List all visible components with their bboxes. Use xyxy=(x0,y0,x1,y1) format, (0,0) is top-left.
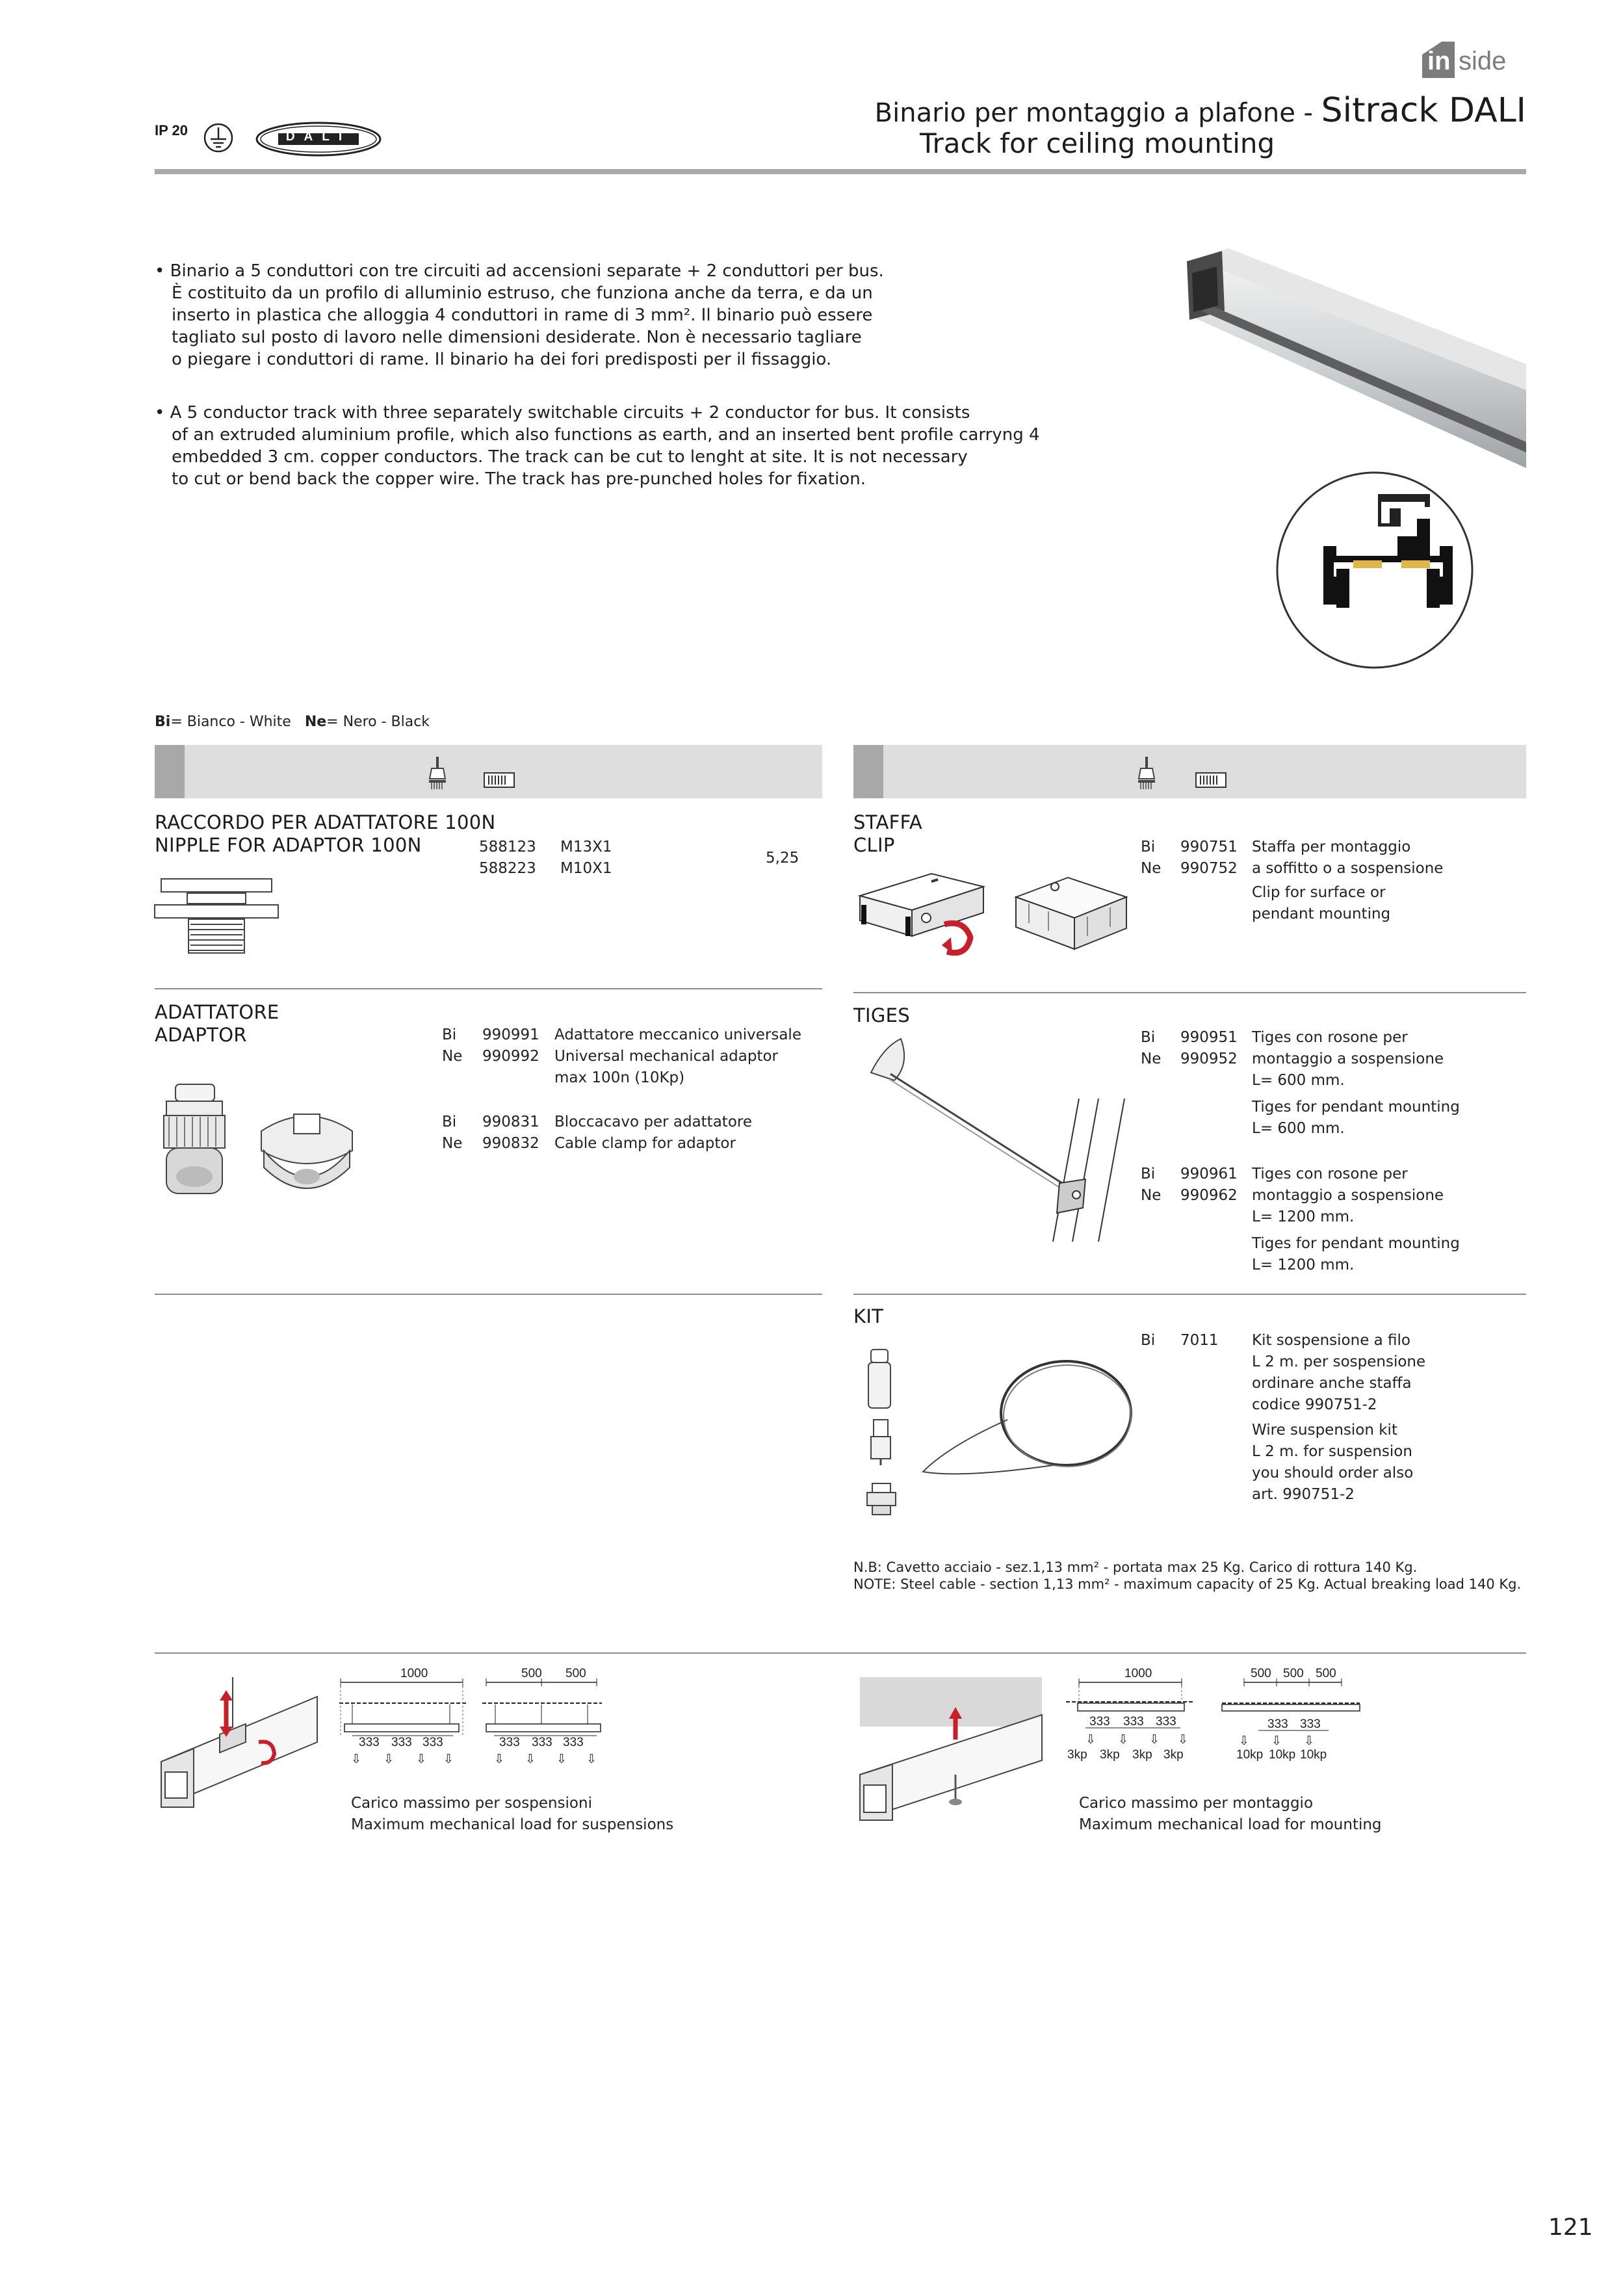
color-code: Bi xyxy=(1141,1029,1156,1046)
article-code: 990952 xyxy=(1180,1050,1238,1067)
load-arrow-icon: ⇩ xyxy=(1149,1733,1160,1747)
adaptor-title xyxy=(155,1001,279,1047)
nipple-code: 588223 xyxy=(479,860,536,877)
clip-desc xyxy=(1252,837,1443,925)
adaptor-codes-1 xyxy=(482,1024,539,1067)
article-code: 990962 xyxy=(1180,1187,1238,1204)
note-italian: N.B: Cavetto acciaio - sez.1,13 mm² - portata max 25 Kg. Carico di rottura 140 Kg. xyxy=(853,1559,1418,1575)
nipple-threads xyxy=(560,837,612,880)
dim-1000: 1000 xyxy=(400,1667,428,1680)
kit-color: Bi xyxy=(1141,1332,1156,1349)
load-arrow-icon: ⇩ xyxy=(351,1753,361,1766)
suspension-track-drawing xyxy=(155,1677,324,1814)
tiges-codes-2 xyxy=(1180,1164,1238,1207)
desc-line: Tiges for pendant mounting xyxy=(1252,1099,1460,1115)
article-code: 990991 xyxy=(482,1026,539,1043)
dim-333: 333 xyxy=(1089,1715,1110,1729)
desc-line: art. 990751-2 xyxy=(1252,1486,1355,1503)
left-section-band xyxy=(155,745,822,798)
clip-title-it: STAFFA xyxy=(853,811,923,833)
desc-line: L= 1200 mm. xyxy=(1252,1257,1355,1273)
tiges-desc-2 xyxy=(1252,1164,1460,1276)
nipple-price: 5,25 xyxy=(766,850,799,867)
article-code: 990751 xyxy=(1180,839,1238,855)
adaptor-codes-2 xyxy=(482,1112,539,1155)
load-arrow-icon: ⇩ xyxy=(1271,1734,1282,1748)
adaptor-title-it: ADATTATORE xyxy=(155,1001,279,1023)
kit-drawing xyxy=(858,1348,1144,1517)
intro-en-line: to cut or bend back the copper wire. The track has pre-punched holes for fixation. xyxy=(172,469,866,489)
load-arrow-icon: ⇩ xyxy=(416,1753,426,1766)
track-section-icon xyxy=(1195,772,1227,788)
color-code: Bi xyxy=(442,1026,457,1043)
load-10kp: 10kp xyxy=(1300,1748,1327,1762)
desc-line: Universal mechanical adaptor xyxy=(554,1048,779,1065)
intro-it-line: inserto in plastica che alloggia 4 conduttori in rame di 3 mm². Il binario può essere xyxy=(172,306,873,325)
desc-line: pendant mounting xyxy=(1252,906,1391,922)
right-divider-2 xyxy=(853,1294,1526,1295)
tiges-title: TIGES xyxy=(853,1004,910,1026)
intro-it-line: • Binario a 5 conduttori con tre circuiti ad accensioni separate + 2 conduttori per bus. xyxy=(155,261,884,281)
legend-bi-text: = Bianco - White xyxy=(170,714,291,730)
dim-333: 333 xyxy=(422,1736,443,1749)
dim-333: 333 xyxy=(1156,1715,1176,1729)
load-arrow-icon: ⇩ xyxy=(494,1753,504,1766)
load-arrow-icon: ⇩ xyxy=(556,1753,567,1766)
page-number: 121 xyxy=(1548,2214,1593,2241)
load-10kp: 10kp xyxy=(1269,1748,1296,1762)
load-arrow-icon: ⇩ xyxy=(1239,1734,1249,1748)
nipple-code: 588123 xyxy=(479,839,536,855)
caption-en: Maximum mechanical load for mounting xyxy=(1079,1816,1382,1833)
legend-bi-key: Bi xyxy=(155,714,171,730)
nipple-title xyxy=(155,811,496,857)
clip-colors xyxy=(1141,837,1161,880)
load-arrow-icon: ⇩ xyxy=(586,1753,597,1766)
adaptor-desc-2 xyxy=(554,1112,752,1155)
right-section-band xyxy=(853,745,1526,798)
load-arrow-icon: ⇩ xyxy=(1085,1733,1096,1747)
intro-it-line: È costituito da un profilo di alluminio estruso, che funziona anche da terra, e da un xyxy=(172,283,873,303)
color-code: Bi xyxy=(1141,1166,1156,1182)
legend-ne-text: = Nero - Black xyxy=(326,714,430,730)
desc-line: a soffitto o a sospensione xyxy=(1252,860,1444,877)
kit-code: 7011 xyxy=(1180,1332,1219,1349)
adaptor-drawing xyxy=(156,1079,234,1203)
nipple-title-en: NIPPLE FOR ADAPTOR 100N xyxy=(155,834,422,856)
dim-333: 333 xyxy=(359,1736,380,1749)
desc-line: Clip for surface or xyxy=(1252,884,1386,901)
dim-333: 333 xyxy=(391,1736,412,1749)
earth-ground-icon xyxy=(203,122,234,153)
load-10kp: 10kp xyxy=(1236,1748,1264,1762)
article-code: 990832 xyxy=(482,1135,539,1152)
dim-333: 333 xyxy=(1267,1717,1288,1731)
load-arrow-icon: ⇩ xyxy=(383,1753,394,1766)
dim-333: 333 xyxy=(532,1736,552,1749)
dim-500: 500 xyxy=(1316,1667,1336,1680)
caption-it: Carico massimo per sospensioni xyxy=(351,1795,592,1812)
band-tab xyxy=(155,745,185,798)
article-code: 990992 xyxy=(482,1048,539,1065)
nipple-title-it: RACCORDO PER ADATTATORE 100N xyxy=(155,811,496,833)
color-code: Ne xyxy=(442,1048,463,1065)
left-divider-1 xyxy=(155,988,822,989)
diagram-divider xyxy=(155,1652,1526,1654)
intro-en-line: • A 5 conductor track with three separately switchable circuits + 2 conductor for bus. It consists xyxy=(155,403,970,423)
note-english: NOTE: Steel cable - section 1,13 mm² - maximum capacity of 25 Kg. Actual breaking load 140 Kg. xyxy=(853,1576,1522,1592)
color-code: Ne xyxy=(1141,1187,1162,1204)
load-3kp: 3kp xyxy=(1100,1748,1120,1762)
intro-it-line: tagliato sul posto di lavoro nelle dimensioni desiderate. Non è necessario tagliare xyxy=(172,328,862,347)
track-product-image xyxy=(1183,247,1521,676)
logo-side: side xyxy=(1459,47,1507,75)
load-arrow-icon: ⇩ xyxy=(1118,1733,1128,1747)
title-it: Binario per montaggio a plafone - xyxy=(874,98,1321,128)
dim-500: 500 xyxy=(521,1667,542,1680)
mounting-track-drawing xyxy=(853,1677,1048,1833)
desc-line: L= 600 mm. xyxy=(1252,1072,1345,1089)
tiges-drawing xyxy=(858,1034,1131,1242)
load-arrow-icon: ⇩ xyxy=(525,1753,536,1766)
load-arrow-icon: ⇩ xyxy=(1178,1733,1188,1747)
logo-in: in xyxy=(1427,47,1451,75)
right-divider-1 xyxy=(853,992,1526,993)
dim-500: 500 xyxy=(1283,1667,1304,1680)
dali-badge xyxy=(255,121,382,157)
tiges-desc-1 xyxy=(1252,1027,1460,1140)
dim-500: 500 xyxy=(1251,1667,1271,1680)
suspension-load-diagram xyxy=(339,1664,677,1766)
intro-italian xyxy=(155,260,884,371)
desc-line: montaggio a sospensione xyxy=(1252,1050,1444,1067)
intro-en-line: of an extruded aluminium profile, which also functions as earth, and an inserted bent profile carryng 4 xyxy=(172,425,1040,445)
load-arrow-icon: ⇩ xyxy=(443,1753,454,1766)
track-section-icon xyxy=(484,772,515,788)
caption-it: Carico massimo per montaggio xyxy=(1079,1795,1314,1812)
color-code: Ne xyxy=(1141,860,1162,877)
clip-title xyxy=(853,811,922,857)
tiges-colors-2 xyxy=(1141,1164,1161,1207)
tiges-colors-1 xyxy=(1141,1027,1161,1070)
desc-line: Kit sospensione a filo xyxy=(1252,1332,1411,1349)
desc-line: L 2 m. for suspension xyxy=(1252,1443,1412,1460)
dim-333: 333 xyxy=(499,1736,520,1749)
desc-line: ordinare anche staffa xyxy=(1252,1375,1412,1392)
desc-line: Tiges con rosone per xyxy=(1252,1029,1408,1046)
color-legend xyxy=(155,711,430,733)
article-code: 990752 xyxy=(1180,860,1238,877)
left-divider-2 xyxy=(155,1294,822,1295)
dim-500: 500 xyxy=(565,1667,586,1680)
adaptor-colors-1 xyxy=(442,1024,462,1067)
intro-english xyxy=(155,402,1040,490)
header-rule xyxy=(155,169,1526,174)
load-3kp: 3kp xyxy=(1132,1748,1152,1762)
desc-line: Tiges for pendant mounting xyxy=(1252,1235,1460,1252)
article-code: 990951 xyxy=(1180,1029,1238,1046)
desc-line: you should order also xyxy=(1252,1465,1414,1481)
load-3kp: 3kp xyxy=(1163,1748,1184,1762)
dim-333: 333 xyxy=(1123,1715,1144,1729)
article-code: 990961 xyxy=(1180,1166,1238,1182)
desc-line: Staffa per montaggio xyxy=(1252,839,1411,855)
desc-line: Cable clamp for adaptor xyxy=(554,1135,736,1152)
caption-en: Maximum mechanical load for suspensions xyxy=(351,1816,674,1833)
band-tab xyxy=(853,745,883,798)
inside-logo xyxy=(1422,40,1526,81)
desc-line: L= 1200 mm. xyxy=(1252,1208,1355,1225)
kit-desc xyxy=(1252,1330,1425,1506)
clip-title-en: CLIP xyxy=(853,834,895,856)
desc-line: montaggio a sospensione xyxy=(1252,1187,1444,1204)
color-code: Ne xyxy=(1141,1050,1162,1067)
suspension-caption xyxy=(351,1793,673,1836)
pendant-lamp-icon xyxy=(428,757,447,790)
load-arrow-icon: ⇩ xyxy=(1304,1734,1314,1748)
desc-line: L= 600 mm. xyxy=(1252,1120,1345,1137)
nipple-thread: M10X1 xyxy=(560,860,612,877)
dali-text: DALI xyxy=(285,130,352,144)
desc-line: Bloccacavo per adattatore xyxy=(554,1114,752,1130)
page-title xyxy=(875,91,1526,130)
desc-line: Tiges con rosone per xyxy=(1252,1166,1408,1182)
color-code: Ne xyxy=(442,1135,463,1152)
legend-ne-key: Ne xyxy=(304,714,327,730)
desc-line: codice 990751-2 xyxy=(1252,1396,1377,1413)
title-product: Sitrack DALI xyxy=(1321,91,1526,130)
tiges-codes-1 xyxy=(1180,1027,1238,1070)
clip-drawing xyxy=(853,865,1126,962)
dim-333: 333 xyxy=(1300,1717,1321,1731)
page-subtitle: Track for ceiling mounting xyxy=(920,127,1275,159)
article-code: 990831 xyxy=(482,1114,539,1130)
ip-rating: IP 20 xyxy=(155,122,188,138)
kit-note xyxy=(853,1559,1521,1593)
kit-title: KIT xyxy=(853,1305,884,1327)
clip-codes xyxy=(1180,837,1238,880)
nipple-codes xyxy=(479,837,536,880)
desc-line: Wire suspension kit xyxy=(1252,1422,1397,1439)
desc-line: Adattatore meccanico universale xyxy=(554,1026,801,1043)
desc-line: L 2 m. per sospensione xyxy=(1252,1353,1426,1370)
intro-it-line: o piegare i conduttori di rame. Il binario ha dei fori predisposti per il fissaggio. xyxy=(172,350,832,369)
mounting-load-diagram xyxy=(1066,1664,1365,1762)
color-code: Bi xyxy=(1141,839,1156,855)
nipple-drawing xyxy=(155,879,278,957)
load-3kp: 3kp xyxy=(1067,1748,1087,1762)
color-code: Bi xyxy=(442,1114,457,1130)
adaptor-title-en: ADAPTOR xyxy=(155,1024,247,1046)
dim-1000: 1000 xyxy=(1124,1667,1152,1680)
mounting-caption xyxy=(1079,1793,1382,1836)
adaptor-colors-2 xyxy=(442,1112,462,1155)
pendant-lamp-icon xyxy=(1137,757,1156,790)
dim-333: 333 xyxy=(563,1736,584,1749)
nipple-thread: M13X1 xyxy=(560,839,612,855)
intro-en-line: embedded 3 cm. copper conductors. The track can be cut to lenght at site. It is not necessary xyxy=(172,447,968,467)
desc-line: max 100n (10Kp) xyxy=(554,1069,685,1086)
adaptor-desc-1 xyxy=(554,1024,801,1089)
cable-clamp-drawing xyxy=(255,1105,359,1203)
